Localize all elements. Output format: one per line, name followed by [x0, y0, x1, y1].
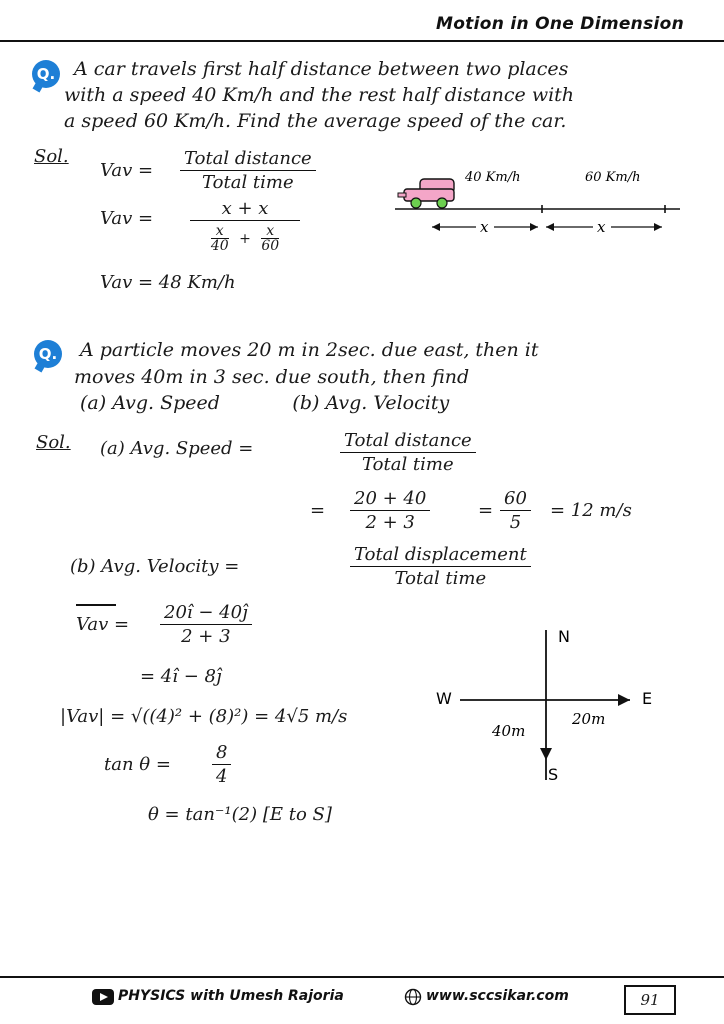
- q1-eq1-lhs: Vav =: [100, 160, 154, 181]
- compass-west-label: W: [436, 689, 452, 708]
- q2-a2-result: = 12 m/s: [550, 500, 632, 521]
- q2-a2-numerator: 20 + 40: [350, 488, 430, 511]
- q2-b-numerator: Total displacement: [350, 544, 531, 567]
- q1-eq2-den-a-den: 40: [210, 238, 229, 254]
- q2-line-2: moves 40m in 3 sec. due south, then find: [74, 366, 470, 388]
- segment-label-2: x: [597, 218, 606, 236]
- page-title: Motion in One Dimension: [435, 14, 684, 34]
- q2-v2: = 4î − 8ĵ: [140, 666, 222, 687]
- q2-b-fraction: [350, 544, 531, 589]
- q1-eq2-plus: +: [239, 230, 251, 247]
- q2-v-numerator: 20î − 40ĵ: [160, 602, 252, 625]
- q1-eq2-den-b-num: x: [261, 224, 279, 239]
- q2-a2-fraction: [350, 488, 430, 533]
- q2-b-lhs: (b) Avg. Velocity =: [70, 556, 240, 577]
- q2-a2-fraction-2: [500, 488, 531, 533]
- question-badge: Q.: [34, 340, 62, 368]
- q2-a-numerator: Total distance: [340, 430, 476, 453]
- q1-line-3: a speed 60 Km/h. Find the average speed of the car.: [64, 110, 567, 132]
- speed-label-1: 40 Km/h: [465, 170, 521, 185]
- car-diagram: [390, 165, 690, 245]
- q2-line-3: (a) Avg. Speed (b) Avg. Velocity: [80, 392, 450, 414]
- q2-a2-denominator: 2 + 3: [365, 512, 415, 533]
- q2-line-1: A particle moves 20 m in 2sec. due east, then it: [80, 339, 539, 361]
- q2-a2-numerator-2: 60: [500, 488, 531, 511]
- page-number: 91: [624, 985, 676, 1015]
- q2-v-lhs: Vav =: [76, 614, 130, 635]
- globe-icon: [404, 988, 422, 1006]
- q2-a2-mid-equals: =: [478, 500, 494, 521]
- footer-website[interactable]: www.sccsikar.com: [426, 988, 569, 1004]
- q1-eq3: Vav = 48 Km/h: [100, 272, 236, 293]
- q1-eq2-lhs: Vav =: [100, 208, 154, 229]
- south-arrowhead-icon: [540, 748, 552, 760]
- q1-eq2-numerator: x + x: [190, 198, 300, 221]
- q2-tan-fraction: [212, 742, 231, 787]
- q2-b-denominator: Total time: [394, 568, 487, 589]
- q2-v-denominator: 2 + 3: [181, 626, 231, 647]
- q2-a2-equals: =: [310, 500, 326, 521]
- solution-label: Sol.: [34, 146, 69, 167]
- header-divider: [0, 40, 724, 42]
- q2-magnitude: |Vav| = √((4)² + (8)²) = 4√5 m/s: [60, 706, 348, 727]
- q1-line-1: A car travels first half distance between two places: [74, 58, 569, 80]
- compass-north-label: N: [558, 627, 570, 646]
- q2-a-denominator: Total time: [362, 454, 454, 475]
- q1-line-2: with a speed 40 Km/h and the rest half distance with: [64, 84, 575, 106]
- q1-eq1-numerator: Total distance: [180, 148, 316, 171]
- footer-channel-name: PHYSICS with Umesh Rajoria: [118, 988, 344, 1004]
- q1-eq2-den-b-den: 60: [261, 238, 280, 254]
- q1-eq1-denominator: Total time: [202, 172, 294, 193]
- q1-eq1-fraction: [180, 148, 316, 193]
- south-distance-label: 40m: [492, 722, 526, 740]
- question-badge: Q.: [32, 60, 60, 88]
- q2-a-lhs: (a) Avg. Speed =: [100, 438, 254, 459]
- q1-eq2-fraction: [190, 198, 300, 253]
- footer-divider: [0, 976, 724, 978]
- vector-arrow-bar: [76, 604, 116, 606]
- q2-v-fraction: [160, 602, 252, 647]
- q1-eq2-den-a-num: x: [211, 224, 229, 239]
- speed-label-2: 60 Km/h: [585, 170, 641, 185]
- q2-theta: θ = tan⁻¹(2) [E to S]: [148, 804, 332, 825]
- q2-tan-numerator: 8: [212, 742, 231, 765]
- q2-a2-denominator-2: 5: [509, 512, 522, 533]
- q2-tan-lhs: tan θ =: [104, 754, 171, 775]
- q1-eq2-denominator: [190, 221, 300, 253]
- q2-a-fraction: [340, 430, 476, 475]
- east-distance-label: 20m: [572, 710, 606, 728]
- compass-diagram: [430, 620, 680, 790]
- segment-label-1: x: [480, 218, 489, 236]
- youtube-icon: [92, 989, 114, 1005]
- compass-south-label: S: [548, 765, 559, 784]
- car-icon: [398, 179, 454, 208]
- solution-label: Sol.: [36, 432, 71, 453]
- compass-east-label: E: [642, 689, 653, 708]
- q2-tan-denominator: 4: [216, 766, 228, 787]
- east-arrowhead-icon: [618, 694, 630, 706]
